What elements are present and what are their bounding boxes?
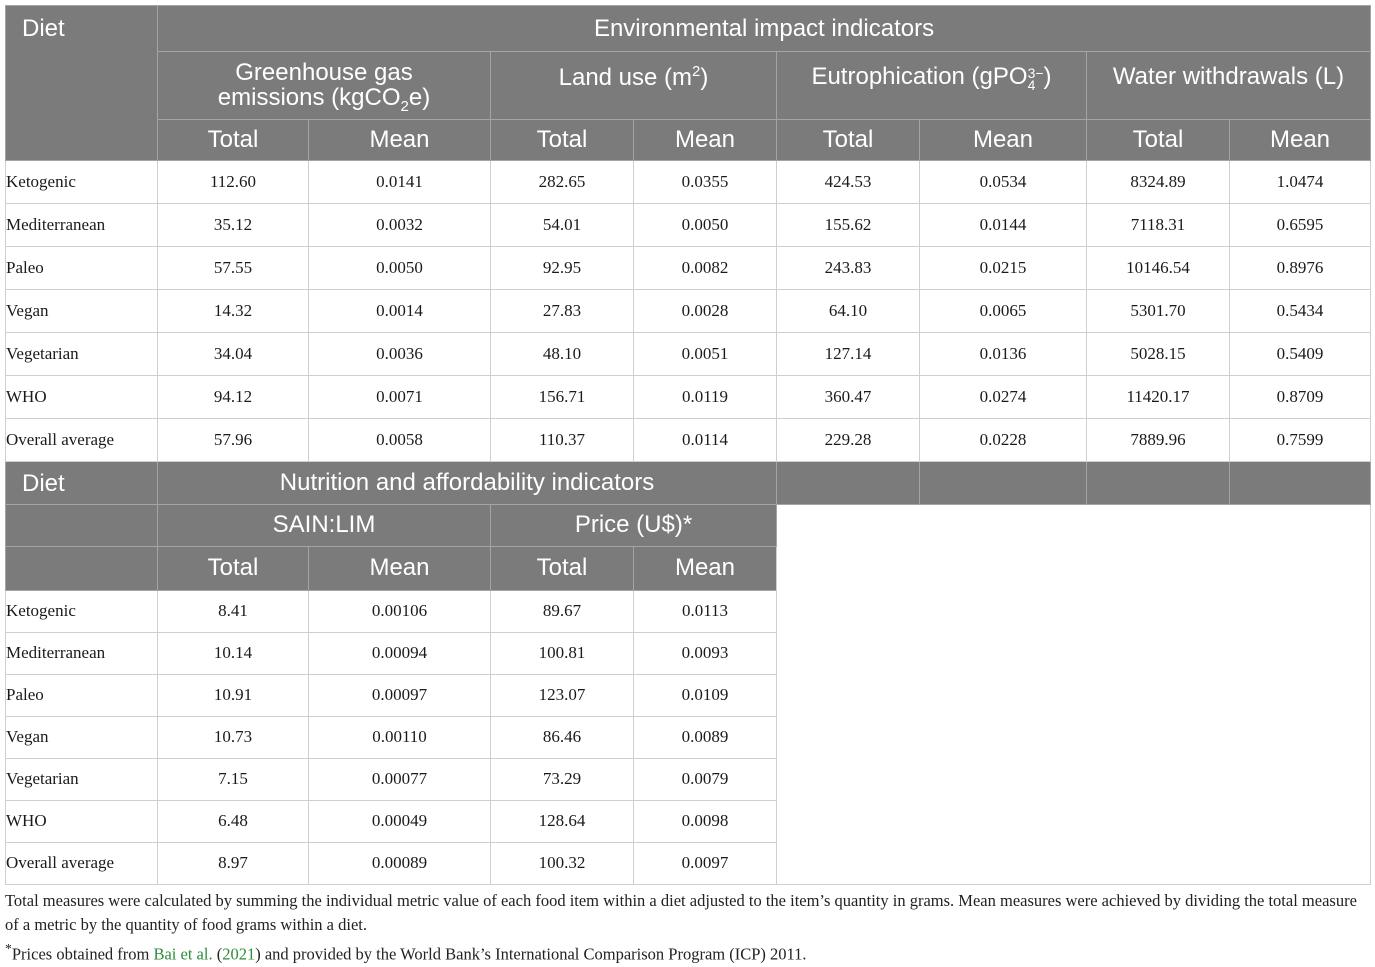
water-total-cell: 7889.96 — [1087, 418, 1230, 461]
ghg-label-line2: emissions (kgCO — [217, 84, 401, 111]
land-total-cell: 92.95 — [491, 246, 634, 289]
sain-total-cell: 10.91 — [158, 674, 309, 716]
land-mean-cell: 0.0355 — [634, 160, 777, 203]
eutro-mean-cell: 0.0274 — [920, 375, 1087, 418]
ghg-total-cell: 35.12 — [158, 203, 309, 246]
eutro-label-post: ) — [1043, 63, 1052, 90]
eutro-mean-cell: 0.0228 — [920, 418, 1087, 461]
env-header-row-1 — [6, 6, 1371, 52]
eutro-total-cell: 229.28 — [777, 418, 920, 461]
footnote-2-paren: ( — [212, 944, 223, 964]
ghg-mean-cell: 0.0058 — [309, 418, 491, 461]
diet-name-cell: Mediterranean — [6, 632, 158, 674]
water-mean-cell: 0.6595 — [1230, 203, 1371, 246]
sain-mean-cell: 0.00049 — [309, 800, 491, 842]
eutro-mean-cell: 0.0144 — [920, 203, 1087, 246]
land-mean-cell: 0.0114 — [634, 418, 777, 461]
table-row — [6, 418, 1371, 461]
diet-name-cell: Vegan — [6, 716, 158, 758]
header-filler-cell — [777, 461, 920, 504]
price-mean-cell: 0.0097 — [634, 842, 777, 884]
table-row — [6, 289, 1371, 332]
price-total-cell: 89.67 — [491, 590, 634, 632]
land-total-cell: 156.71 — [491, 375, 634, 418]
empty-region — [777, 504, 1371, 884]
env-group-title: Environmental impact indicators — [158, 6, 1371, 52]
citation-year-link[interactable]: 2021 — [222, 944, 256, 964]
ghg-label-line1: Greenhouse gas — [235, 59, 413, 86]
sain-mean-cell: 0.00089 — [309, 842, 491, 884]
sain-total-cell: 8.41 — [158, 590, 309, 632]
price-total-cell: 128.64 — [491, 800, 634, 842]
footnote-2-post: ) and provided by the World Bank’s International Comparison Program (ICP) 2011. — [255, 944, 807, 964]
header-filler-cell — [1230, 461, 1371, 504]
price-total-cell: 86.46 — [491, 716, 634, 758]
diet-name-cell: Ketogenic — [6, 590, 158, 632]
sain-total-cell: 6.48 — [158, 800, 309, 842]
diet-name-cell: Paleo — [6, 674, 158, 716]
ghg-header — [158, 52, 491, 120]
nutrition-diet-header: Diet — [6, 461, 158, 504]
eutro-label-sup: 3− — [1027, 65, 1044, 81]
diet-name-cell: Overall average — [6, 418, 158, 461]
price-mean-cell: 0.0089 — [634, 716, 777, 758]
water-total-cell: 11420.17 — [1087, 375, 1230, 418]
eutrophication-header — [777, 52, 1087, 120]
water-mean-cell: 0.8709 — [1230, 375, 1371, 418]
footnote-2 — [5, 937, 1370, 967]
price-total-cell: 100.81 — [491, 632, 634, 674]
diet-name-cell: Vegan — [6, 289, 158, 332]
land-use-header — [491, 52, 777, 120]
land-total-cell: 54.01 — [491, 203, 634, 246]
land-mean-cell: 0.0050 — [634, 203, 777, 246]
land-total-cell: 48.10 — [491, 332, 634, 375]
table-row — [6, 246, 1371, 289]
eutro-total-cell: 64.10 — [777, 289, 920, 332]
ghg-mean-header: Mean — [309, 119, 491, 160]
ghg-total-cell: 14.32 — [158, 289, 309, 332]
sain-total-cell: 10.14 — [158, 632, 309, 674]
eutro-label: Eutrophication (gPO — [811, 63, 1028, 90]
water-mean-cell: 0.7599 — [1230, 418, 1371, 461]
eutro-label-sub: 4 — [1027, 77, 1036, 93]
sain-lim-header: SAIN:LIM — [158, 504, 491, 546]
ghg-mean-cell: 0.0036 — [309, 332, 491, 375]
land-mean-cell: 0.0119 — [634, 375, 777, 418]
water-mean-cell: 1.0474 — [1230, 160, 1371, 203]
land-total-header: Total — [491, 119, 634, 160]
ghg-total-cell: 112.60 — [158, 160, 309, 203]
eutro-total-header: Total — [777, 119, 920, 160]
diet-name-cell: Mediterranean — [6, 203, 158, 246]
price-header: Price (U$)* — [491, 504, 777, 546]
land-mean-cell: 0.0051 — [634, 332, 777, 375]
ghg-label-post: e) — [408, 84, 431, 111]
table-row — [6, 375, 1371, 418]
sain-mean-cell: 0.00110 — [309, 716, 491, 758]
eutro-mean-cell: 0.0534 — [920, 160, 1087, 203]
sain-total-cell: 7.15 — [158, 758, 309, 800]
land-label-sup: 2 — [692, 63, 701, 80]
nutrition-group-title: Nutrition and affordability indicators — [158, 461, 777, 504]
diet-indicators-table — [5, 5, 1371, 885]
sain-mean-cell: 0.00077 — [309, 758, 491, 800]
ghg-total-header: Total — [158, 119, 309, 160]
ghg-total-cell: 57.96 — [158, 418, 309, 461]
ghg-mean-cell: 0.0141 — [309, 160, 491, 203]
table-row — [6, 160, 1371, 203]
water-mean-cell: 0.5434 — [1230, 289, 1371, 332]
price-mean-cell: 0.0109 — [634, 674, 777, 716]
land-mean-cell: 0.0082 — [634, 246, 777, 289]
footnote-star: * — [5, 941, 12, 956]
footnote-2-pre: Prices obtained from — [11, 944, 154, 964]
diet-name-cell: Vegetarian — [6, 758, 158, 800]
price-mean-header: Mean — [634, 546, 777, 590]
diet-name-cell: Vegetarian — [6, 332, 158, 375]
eutro-total-cell: 243.83 — [777, 246, 920, 289]
diet-name-cell: WHO — [6, 375, 158, 418]
sain-mean-cell: 0.00097 — [309, 674, 491, 716]
nutrition-header-row-1 — [6, 461, 1371, 504]
ghg-label-sub: 2 — [400, 97, 409, 115]
env-header-row-2 — [6, 52, 1371, 120]
nutrition-diet-header-spacer — [6, 546, 158, 590]
ghg-total-cell: 57.55 — [158, 246, 309, 289]
land-label: Land use (m — [558, 64, 693, 91]
water-mean-cell: 0.5409 — [1230, 332, 1371, 375]
header-filler-cell — [1087, 461, 1230, 504]
water-total-cell: 5028.15 — [1087, 332, 1230, 375]
water-total-cell: 10146.54 — [1087, 246, 1230, 289]
land-mean-cell: 0.0028 — [634, 289, 777, 332]
price-mean-cell: 0.0079 — [634, 758, 777, 800]
water-header: Water withdrawals (L) — [1087, 52, 1371, 120]
price-mean-cell: 0.0093 — [634, 632, 777, 674]
ghg-total-cell: 34.04 — [158, 332, 309, 375]
sain-total-cell: 10.73 — [158, 716, 309, 758]
nutrition-diet-header-spacer — [6, 504, 158, 546]
footnote-1: Total measures were calculated by summing the individual metric value of each food item within a diet adjusted to the item’s quantity in grams. Mean measures were achieved by dividing the total measure of a metric by the quantity of food grams within a diet. — [5, 891, 1357, 934]
eutro-mean-cell: 0.0065 — [920, 289, 1087, 332]
land-total-cell: 110.37 — [491, 418, 634, 461]
ghg-mean-cell: 0.0050 — [309, 246, 491, 289]
ghg-mean-cell: 0.0071 — [309, 375, 491, 418]
land-total-cell: 27.83 — [491, 289, 634, 332]
diet-name-cell: Overall average — [6, 842, 158, 884]
sain-total-cell: 8.97 — [158, 842, 309, 884]
price-mean-cell: 0.0098 — [634, 800, 777, 842]
eutro-total-cell: 155.62 — [777, 203, 920, 246]
eutro-mean-header: Mean — [920, 119, 1087, 160]
diet-name-cell: Paleo — [6, 246, 158, 289]
water-mean-header: Mean — [1230, 119, 1371, 160]
water-total-cell: 7118.31 — [1087, 203, 1230, 246]
ghg-mean-cell: 0.0014 — [309, 289, 491, 332]
table-row — [6, 332, 1371, 375]
price-total-cell: 73.29 — [491, 758, 634, 800]
citation-link[interactable]: Bai et al. — [153, 944, 213, 964]
env-diet-header: Diet — [6, 6, 158, 161]
table-row — [6, 203, 1371, 246]
nutrition-header-row-2 — [6, 504, 1371, 546]
sain-total-header: Total — [158, 546, 309, 590]
land-total-cell: 282.65 — [491, 160, 634, 203]
water-mean-cell: 0.8976 — [1230, 246, 1371, 289]
header-filler-cell — [920, 461, 1087, 504]
eutro-label-stack — [1028, 67, 1044, 91]
price-mean-cell: 0.0113 — [634, 590, 777, 632]
sain-mean-cell: 0.00106 — [309, 590, 491, 632]
price-total-header: Total — [491, 546, 634, 590]
sain-mean-cell: 0.00094 — [309, 632, 491, 674]
eutro-mean-cell: 0.0215 — [920, 246, 1087, 289]
eutro-total-cell: 127.14 — [777, 332, 920, 375]
ghg-total-cell: 94.12 — [158, 375, 309, 418]
eutro-total-cell: 424.53 — [777, 160, 920, 203]
eutro-mean-cell: 0.0136 — [920, 332, 1087, 375]
env-header-row-3 — [6, 119, 1371, 160]
price-total-cell: 100.32 — [491, 842, 634, 884]
water-total-cell: 5301.70 — [1087, 289, 1230, 332]
water-total-header: Total — [1087, 119, 1230, 160]
land-mean-header: Mean — [634, 119, 777, 160]
diet-name-cell: WHO — [6, 800, 158, 842]
water-total-cell: 8324.89 — [1087, 160, 1230, 203]
ghg-mean-cell: 0.0032 — [309, 203, 491, 246]
diet-name-cell: Ketogenic — [6, 160, 158, 203]
price-total-cell: 123.07 — [491, 674, 634, 716]
land-label-post: ) — [700, 64, 709, 91]
sain-mean-header: Mean — [309, 546, 491, 590]
eutro-total-cell: 360.47 — [777, 375, 920, 418]
